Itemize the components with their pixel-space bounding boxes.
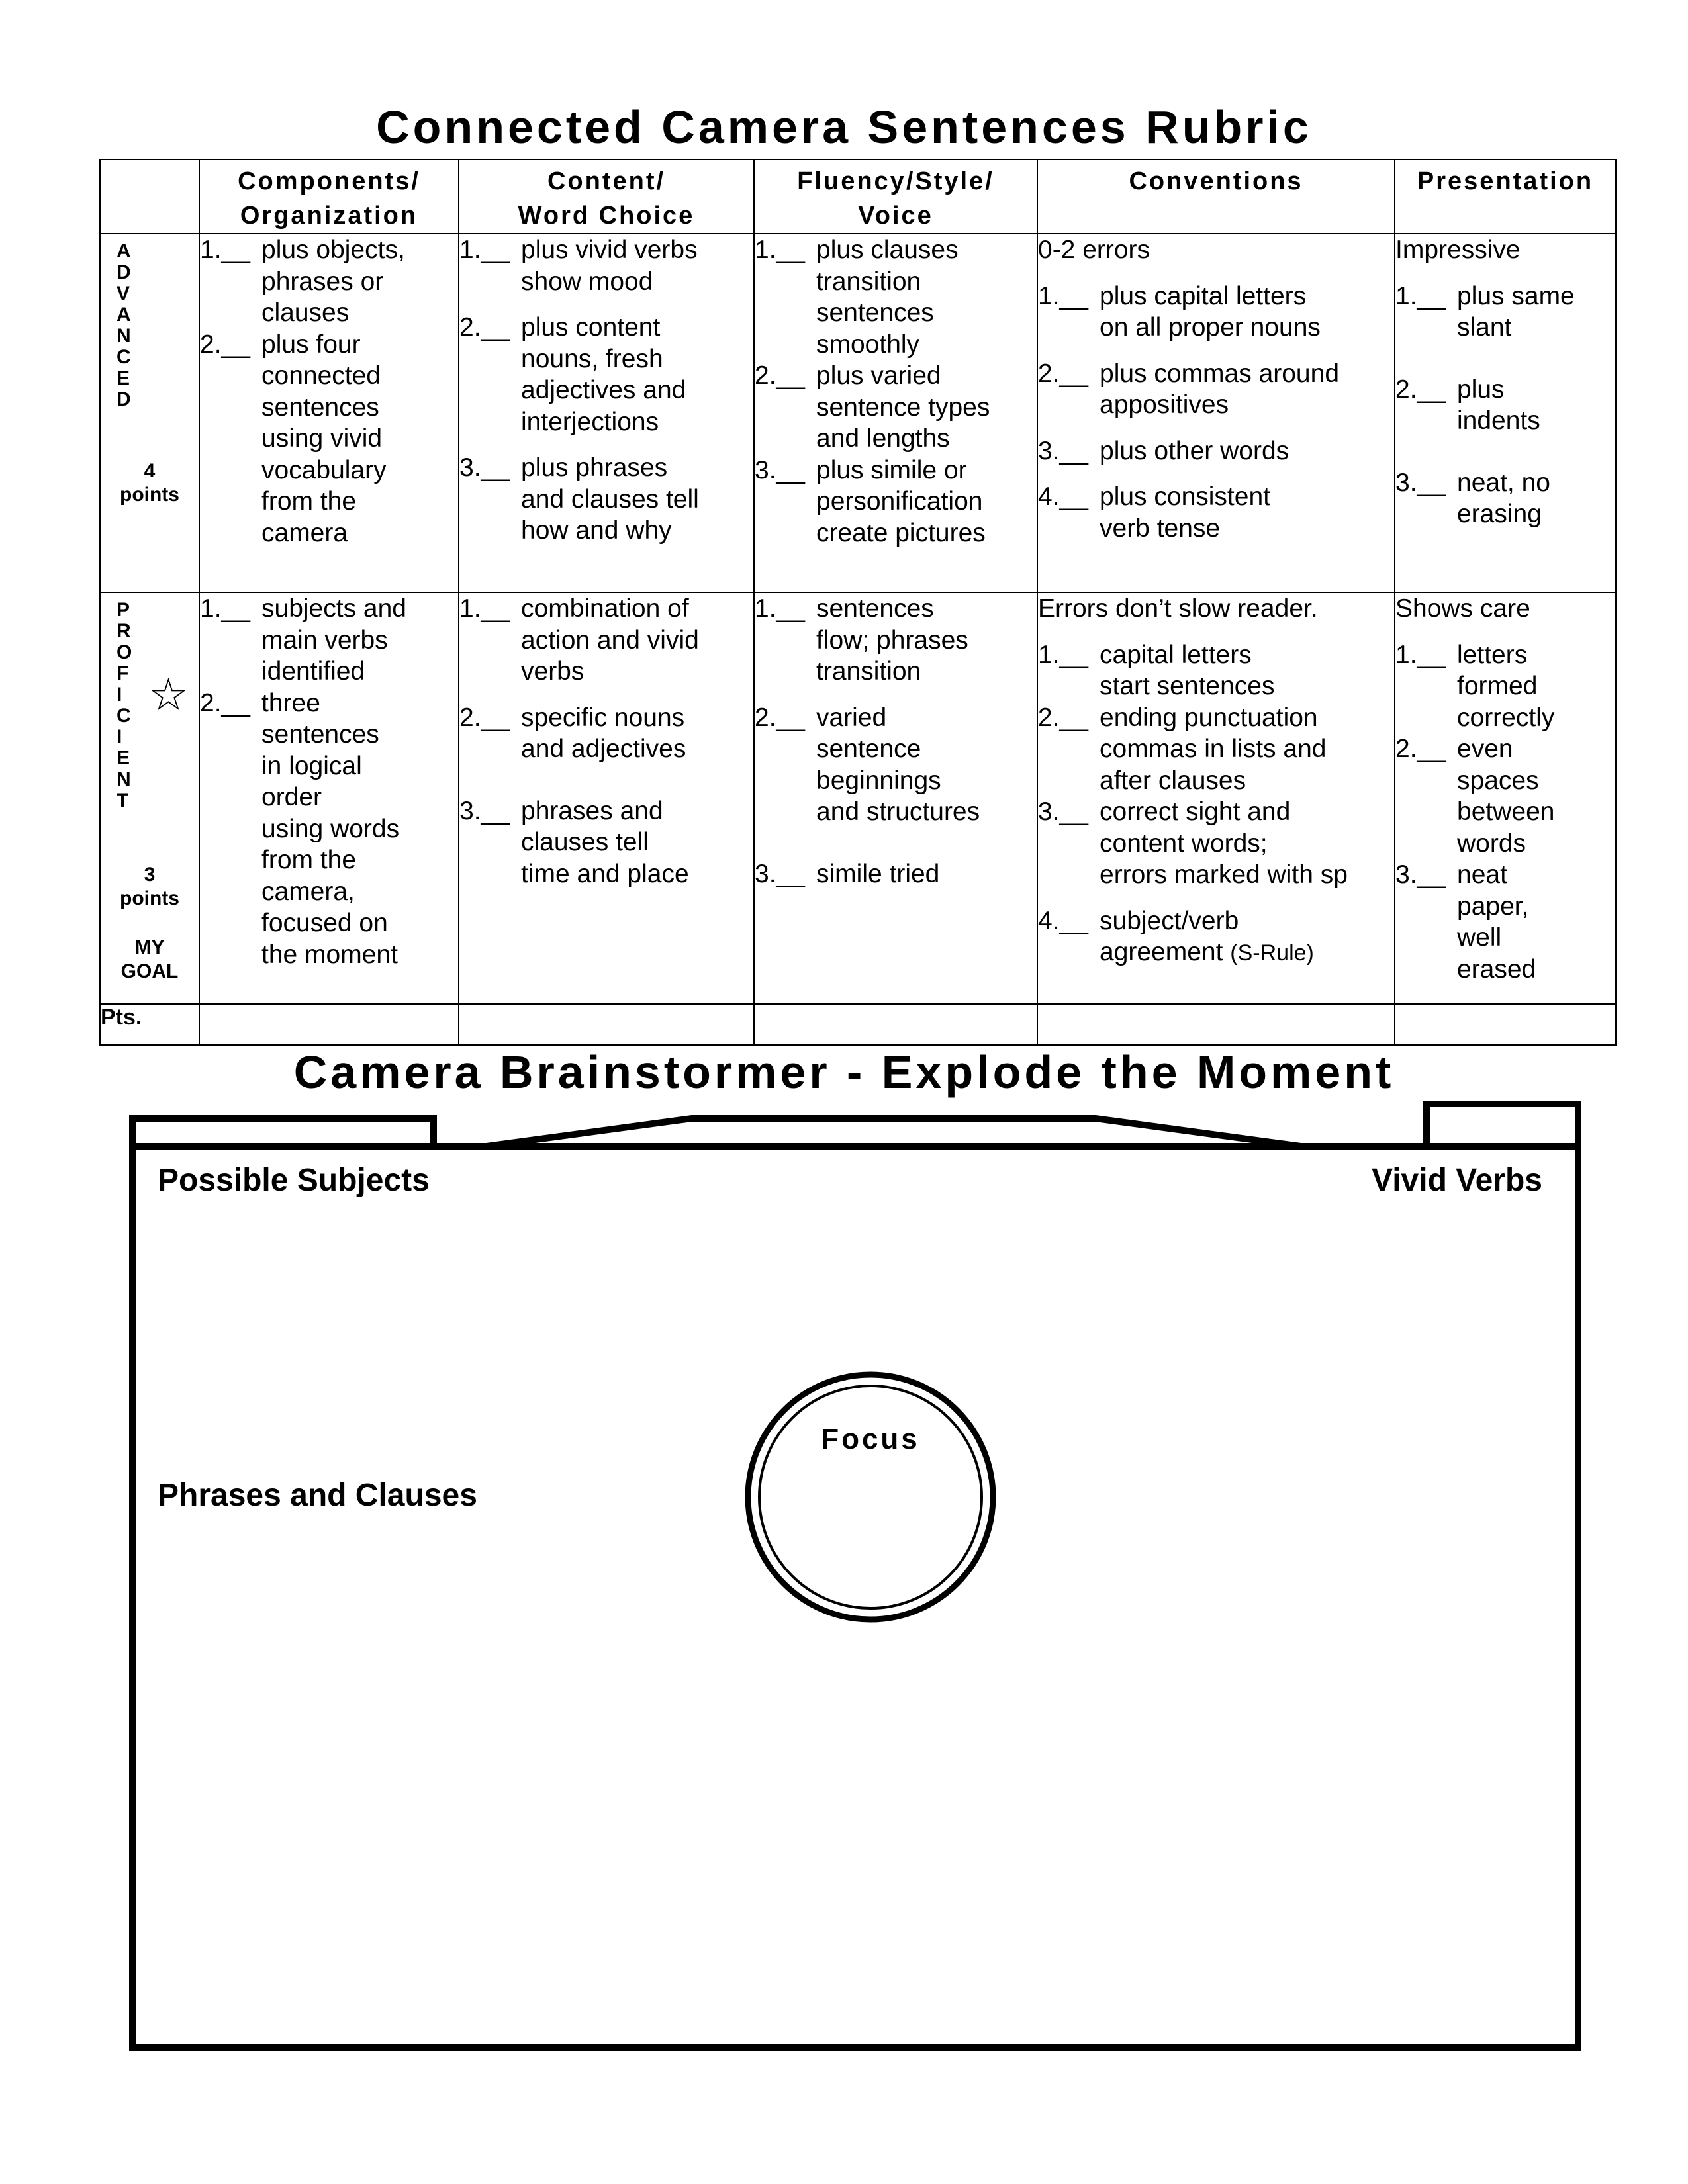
header-corner <box>100 159 199 234</box>
advanced-presentation <box>1395 234 1616 592</box>
advanced-points-number: 4 <box>144 460 156 482</box>
item-number: 2.__ <box>200 688 250 717</box>
brainstormer-title: Camera Brainstormer - Explode the Moment <box>293 1046 1395 1098</box>
proficient-components <box>199 592 459 1004</box>
proficient-letter: C <box>117 705 131 727</box>
camera-viewfinder <box>487 1118 1301 1146</box>
possible-subjects-label: Possible Subjects <box>158 1163 430 1198</box>
list-item <box>459 702 753 765</box>
list-item <box>755 455 1037 549</box>
item-number: 2.__ <box>755 361 805 390</box>
list-item <box>1395 374 1615 437</box>
item-text: plus content nouns, fresh adjectives and interjections <box>521 313 686 436</box>
item-text: three sentences in logical order using words from the camera, focused on the moment <box>261 688 400 969</box>
list-item <box>755 593 1037 688</box>
item-number: 3.__ <box>755 859 805 888</box>
rubric-header-row <box>100 159 1616 234</box>
list-item <box>1395 733 1615 859</box>
item-text: sentences flow; phrases transition <box>816 594 968 686</box>
item-number: 2.__ <box>1395 735 1446 763</box>
item-number: 4.__ <box>1038 482 1088 511</box>
item-number: 3.__ <box>459 796 510 825</box>
header-components-line1: Components/ <box>238 167 420 195</box>
conventions-heading: 0-2 errors <box>1038 236 1150 264</box>
header-conventions-line1: Conventions <box>1129 167 1303 195</box>
advanced-conventions <box>1037 234 1395 592</box>
proficient-letter: T <box>117 790 129 811</box>
conventions-heading: Errors don’t slow reader. <box>1038 594 1318 623</box>
list-item <box>459 796 753 890</box>
header-content-line1: Content/ <box>547 167 666 195</box>
lens-outer-ring <box>748 1375 993 1619</box>
item-number: 1.__ <box>200 594 250 623</box>
item-text: specific nouns and adjectives <box>521 703 686 763</box>
proficient-letter: P <box>117 599 130 621</box>
list-item <box>1395 639 1615 734</box>
proficient-letter: E <box>117 747 130 769</box>
pts-label: Pts. <box>100 1004 199 1045</box>
camera-left-bump <box>132 1118 434 1146</box>
proficient-letter: I <box>117 684 122 705</box>
advanced-letter: E <box>117 367 130 389</box>
rubric-title: Connected Camera Sentences Rubric <box>376 101 1312 153</box>
pts-cell-fluency[interactable] <box>754 1004 1037 1045</box>
list-item <box>755 360 1037 455</box>
header-components-line2: Organization <box>240 202 418 230</box>
header-presentation <box>1395 159 1616 234</box>
star-icon: ☆ <box>148 670 189 720</box>
item-text: combination of action and vivid verbs <box>521 594 699 686</box>
list-item <box>200 593 458 688</box>
proficient-content <box>459 592 754 1004</box>
proficient-letter: F <box>117 662 129 684</box>
phrases-clauses-label: Phrases and Clauses <box>158 1478 477 1513</box>
proficient-presentation <box>1395 592 1616 1004</box>
list-item <box>1038 481 1394 544</box>
item-number: 1.__ <box>459 594 510 623</box>
list-item <box>1038 702 1394 797</box>
advanced-letter: D <box>117 388 131 410</box>
item-text: plus objects, phrases or clauses <box>261 236 405 327</box>
item-number: 1.__ <box>459 236 510 264</box>
item-text: neat paper, well erased <box>1457 860 1536 983</box>
header-content-line2: Word Choice <box>518 202 695 230</box>
list-item <box>200 688 458 971</box>
points-row <box>100 1004 1616 1045</box>
proficient-row <box>100 592 1616 1004</box>
item-text: plus phrases and clauses tell how and why <box>521 453 699 545</box>
proficient-conventions <box>1037 592 1395 1004</box>
header-presentation-line1: Presentation <box>1417 167 1594 195</box>
presentation-heading: Impressive <box>1395 236 1521 264</box>
list-item <box>200 234 458 329</box>
item-number: 3.__ <box>1038 797 1088 826</box>
item-number: 3.__ <box>459 453 510 482</box>
item-text: plus same slant <box>1457 281 1575 341</box>
item-number: 1.__ <box>200 236 250 264</box>
advanced-letter: A <box>117 304 131 326</box>
list-item <box>200 329 458 549</box>
list-item <box>1395 467 1615 530</box>
pts-cell-components[interactable] <box>199 1004 459 1045</box>
item-number: 1.__ <box>1395 281 1446 310</box>
camera-body <box>132 1146 1578 2048</box>
s-rule-note: (S-Rule) <box>1230 940 1314 966</box>
item-text: varied sentence beginnings and structures <box>816 703 980 826</box>
advanced-letter: C <box>117 346 131 368</box>
list-item <box>755 702 1037 828</box>
proficient-points <box>101 863 199 911</box>
list-item <box>1038 358 1394 421</box>
advanced-content <box>459 234 754 592</box>
item-text: plus vivid verbs show mood <box>521 236 698 296</box>
advanced-points <box>101 459 199 507</box>
pts-cell-presentation[interactable] <box>1395 1004 1616 1045</box>
proficient-letter: R <box>117 620 131 642</box>
list-item <box>755 234 1037 360</box>
item-text: phrases and clauses tell time and place <box>521 796 689 888</box>
item-number: 2.__ <box>459 703 510 732</box>
header-fluency <box>754 159 1037 234</box>
item-number: 1.__ <box>1038 281 1088 310</box>
my-goal-line1: MY <box>134 936 165 958</box>
advanced-row <box>100 234 1616 592</box>
my-goal-label <box>101 936 199 983</box>
proficient-letter: N <box>117 768 131 790</box>
list-item <box>459 593 753 688</box>
list-item <box>1395 859 1615 985</box>
advanced-letter: N <box>117 325 131 347</box>
list-item <box>1038 435 1394 467</box>
item-text: ending punctuation commas in lists and after clauses <box>1100 703 1327 795</box>
item-number: 2.__ <box>1038 703 1088 732</box>
advanced-letters <box>117 241 131 410</box>
item-text: correct sight and content words; errors marked with sp <box>1100 797 1348 889</box>
item-number: 2.__ <box>1038 359 1088 388</box>
proficient-points-number: 3 <box>144 864 156 886</box>
item-number: 1.__ <box>755 236 805 264</box>
header-components <box>199 159 459 234</box>
header-fluency-line1: Fluency/Style/ <box>797 167 994 195</box>
item-text: plus capital letters on all proper nouns <box>1100 281 1321 341</box>
item-text: letters formed correctly <box>1457 640 1555 732</box>
camera-shutter-bump <box>1427 1104 1578 1146</box>
advanced-letter: V <box>117 283 130 304</box>
list-item <box>459 312 753 437</box>
pts-cell-conventions[interactable] <box>1037 1004 1395 1045</box>
proficient-letter: I <box>117 726 122 748</box>
advanced-letter: D <box>117 261 131 283</box>
item-number: 1.__ <box>1395 640 1446 669</box>
advanced-letter: A <box>117 240 131 262</box>
list-item <box>1395 281 1615 343</box>
pts-cell-content[interactable] <box>459 1004 754 1045</box>
item-text: plus indents <box>1457 375 1540 435</box>
item-text: neat, no erasing <box>1457 468 1550 528</box>
item-number: 3.__ <box>1038 436 1088 465</box>
item-number: 2.__ <box>459 313 510 341</box>
list-item <box>755 858 1037 890</box>
item-number: 3.__ <box>1395 468 1446 497</box>
item-number: 2.__ <box>200 330 250 359</box>
item-number: 2.__ <box>755 703 805 732</box>
list-item <box>1038 905 1394 970</box>
lens-inner-ring <box>759 1386 982 1608</box>
item-text: simile tried <box>816 859 940 888</box>
my-goal-line2: GOAL <box>120 960 179 982</box>
proficient-letters <box>117 600 132 811</box>
list-item <box>1038 796 1394 891</box>
item-text: capital letters start sentences <box>1100 640 1275 700</box>
item-text: plus consistent verb tense <box>1100 482 1270 543</box>
list-item <box>1038 639 1394 702</box>
presentation-heading: Shows care <box>1395 594 1530 623</box>
item-text: even spaces between words <box>1457 735 1555 858</box>
header-conventions <box>1037 159 1395 234</box>
item-number: 2.__ <box>1395 375 1446 404</box>
header-fluency-line2: Voice <box>858 202 933 230</box>
header-content <box>459 159 754 234</box>
list-item <box>459 452 753 547</box>
item-text: subjects and main verbs identified <box>261 594 406 686</box>
item-text: plus four connected sentences using vivid vocabulary from the camera <box>261 330 387 547</box>
focus-label: Focus <box>821 1423 920 1455</box>
item-number: 4.__ <box>1038 906 1088 935</box>
item-text: plus commas around appositives <box>1100 359 1340 419</box>
item-text: plus other words <box>1100 436 1289 465</box>
item-number: 1.__ <box>1038 640 1088 669</box>
proficient-points-word: points <box>120 887 179 909</box>
advanced-points-word: points <box>120 484 179 506</box>
item-text: subject/verb agreement <box>1100 906 1239 966</box>
list-item <box>1038 281 1394 343</box>
rubric-table <box>99 159 1617 1046</box>
list-item <box>459 234 753 297</box>
item-number: 1.__ <box>755 594 805 623</box>
proficient-side-label <box>100 592 199 1004</box>
proficient-letter: O <box>117 641 132 663</box>
advanced-components <box>199 234 459 592</box>
item-text: plus varied sentence types and lengths <box>816 361 990 453</box>
proficient-fluency <box>754 592 1037 1004</box>
item-text: plus clauses transition sentences smoothly <box>816 236 959 359</box>
item-number: 3.__ <box>755 455 805 484</box>
advanced-side-label <box>100 234 199 592</box>
vivid-verbs-label: Vivid Verbs <box>1372 1163 1542 1198</box>
item-number: 3.__ <box>1395 860 1446 889</box>
advanced-fluency <box>754 234 1037 592</box>
item-text: plus simile or personification create pictures <box>816 455 986 547</box>
